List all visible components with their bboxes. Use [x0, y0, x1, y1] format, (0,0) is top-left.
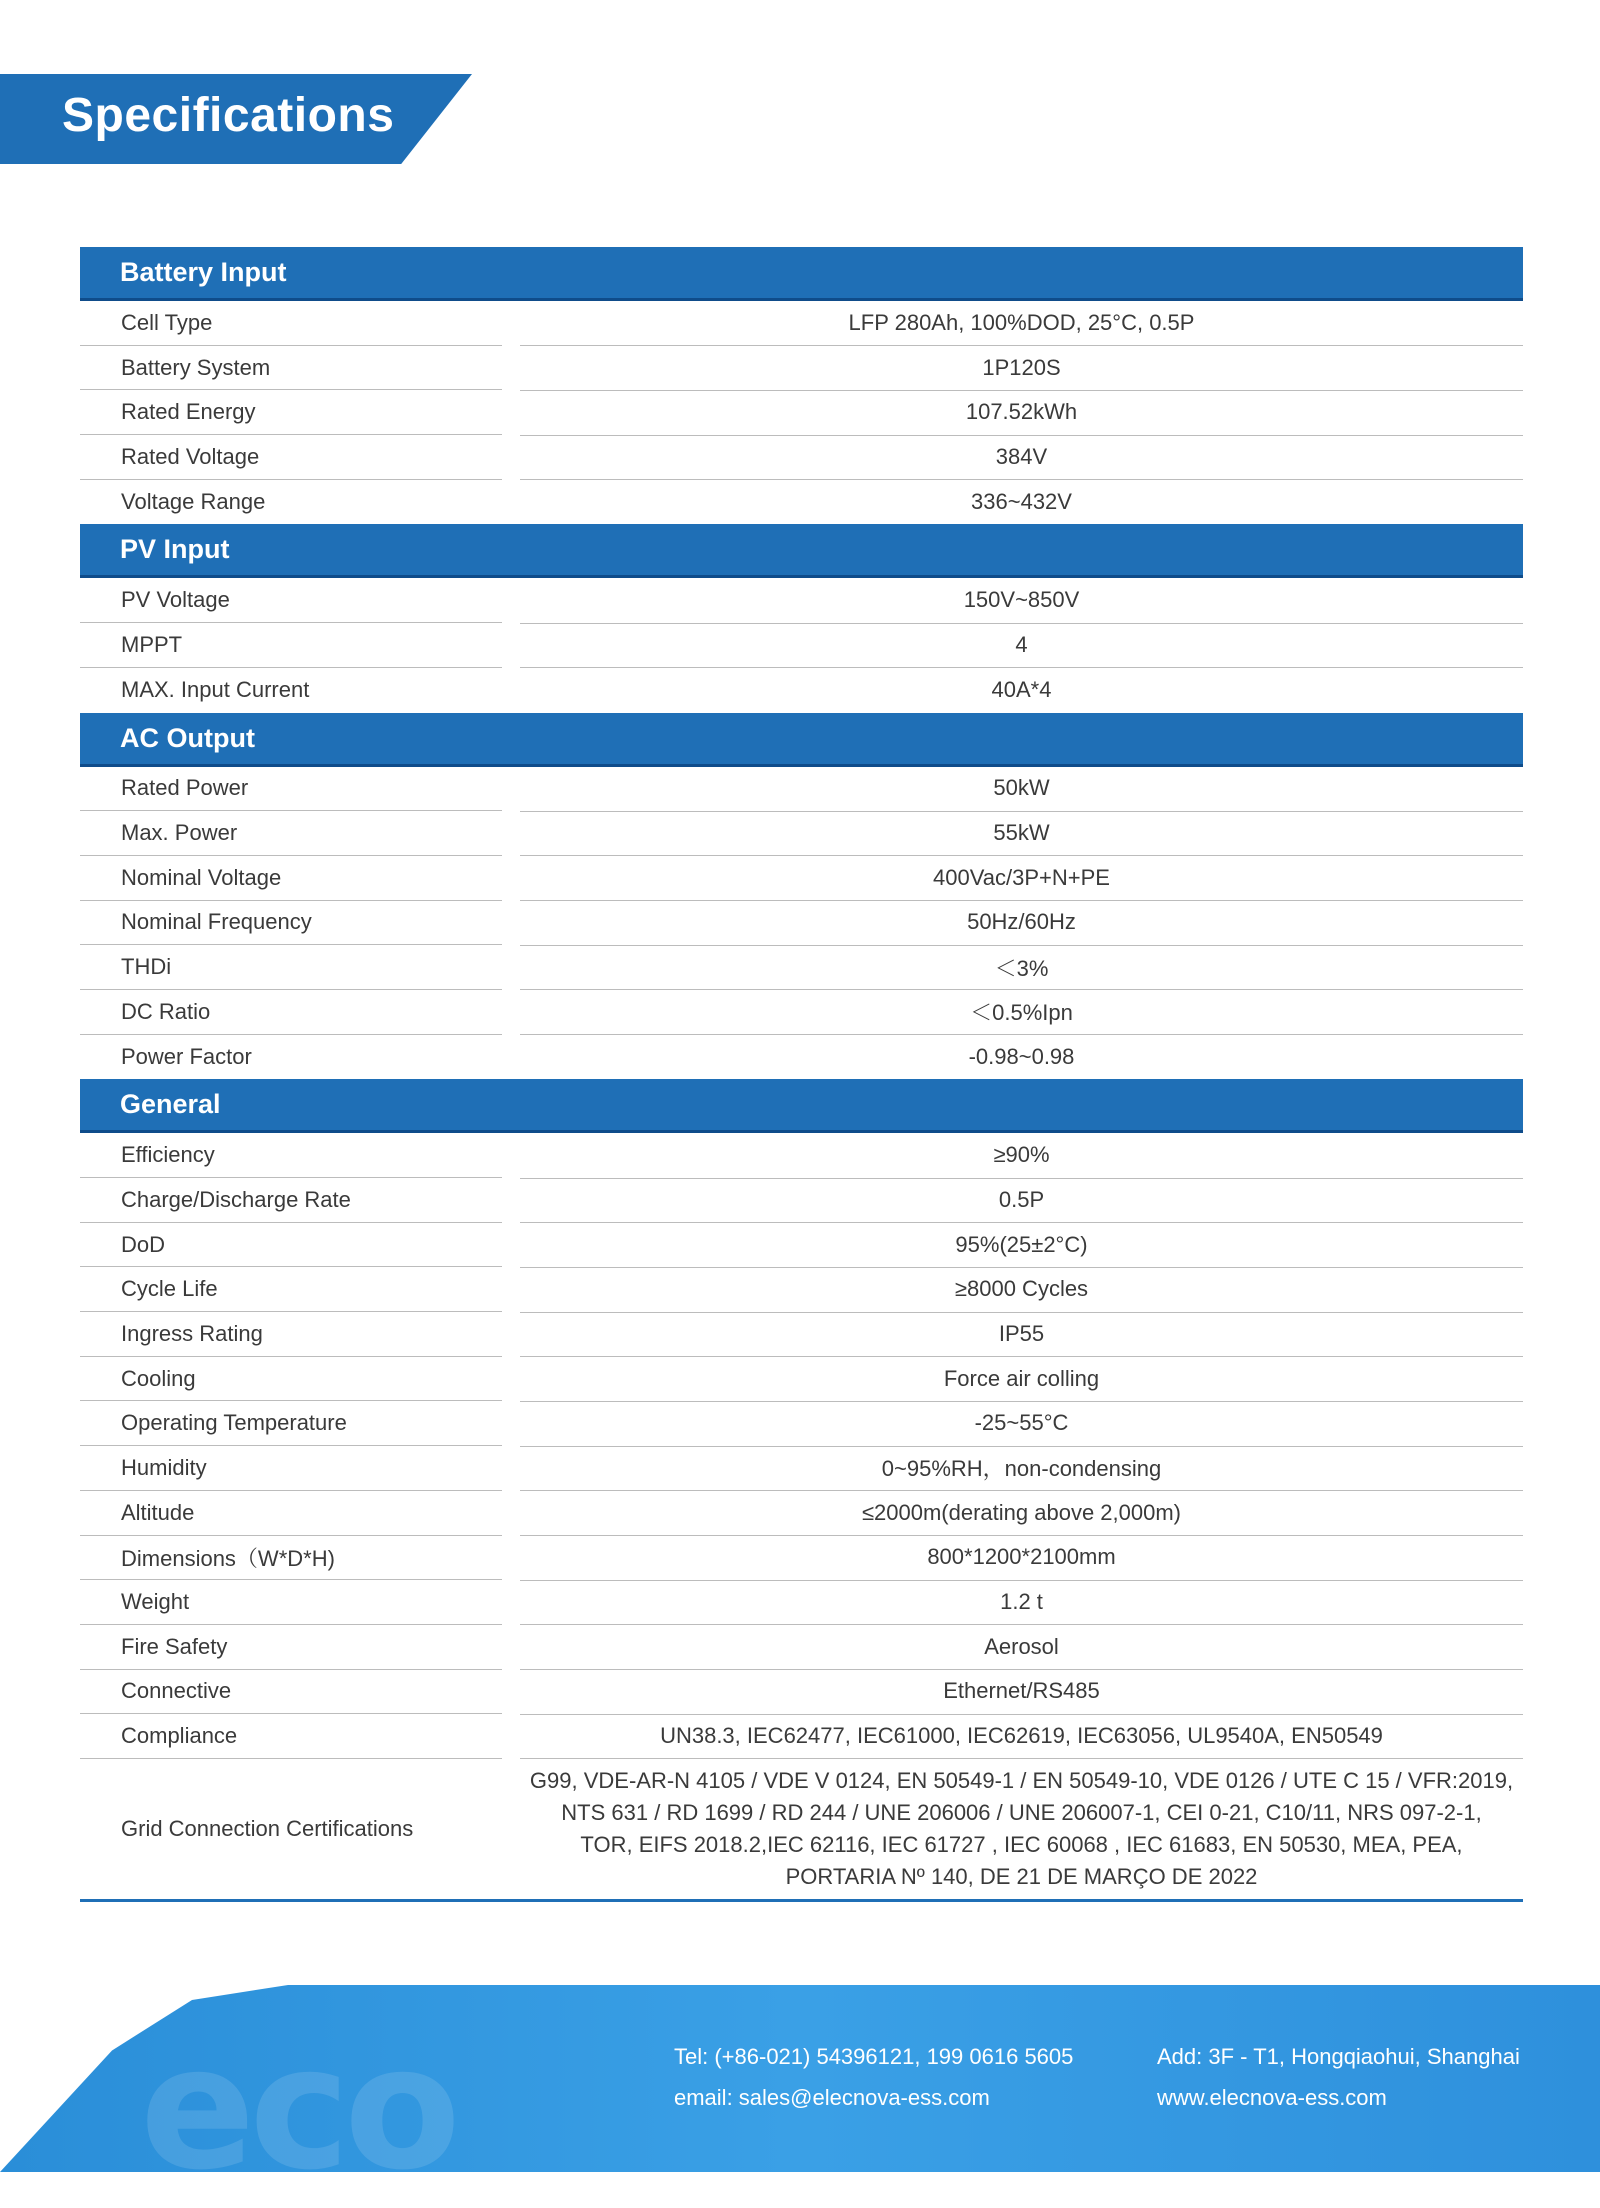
spec-row	[80, 1491, 1523, 1536]
spec-row	[80, 1133, 1523, 1178]
spec-value: Ethernet/RS485	[520, 1669, 1523, 1715]
spec-value: 800*1200*2100mm	[520, 1535, 1523, 1581]
spec-label: Compliance	[80, 1714, 502, 1759]
spec-label: Fire Safety	[80, 1625, 502, 1670]
spec-label: PV Voltage	[80, 578, 502, 623]
spec-label: Humidity	[80, 1446, 502, 1491]
spec-row	[80, 1714, 1523, 1759]
spec-label: Rated Energy	[80, 390, 502, 435]
spec-value: ≥8000 Cycles	[520, 1267, 1523, 1313]
spec-value: 0~95%RH，non-condensing	[520, 1446, 1523, 1492]
spec-value: -0.98~0.98	[968, 1043, 1075, 1069]
spec-row	[80, 1035, 1523, 1080]
spec-label: Rated Voltage	[80, 435, 502, 480]
spec-row	[80, 990, 1523, 1035]
spec-row	[80, 767, 1523, 812]
spec-row-certifications	[80, 1759, 1523, 1899]
spec-row	[80, 346, 1523, 391]
cert-line: NTS 631 / RD 1699 / RD 244 / UNE 206006 / UNE 206007-1, CEI 0-21, C10/11, NRS 097-2-1,	[561, 1799, 1482, 1825]
spec-value: 400Vac/3P+N+PE	[520, 855, 1523, 901]
spec-value: 1P120S	[520, 345, 1523, 391]
spec-row	[80, 578, 1523, 623]
spec-row	[80, 1625, 1523, 1670]
spec-value: 384V	[520, 435, 1523, 481]
spec-value: 95%(25±2°C)	[520, 1222, 1523, 1268]
spec-label: Battery System	[80, 346, 502, 391]
spec-value: IP55	[520, 1312, 1523, 1358]
spec-value: Force air colling	[520, 1356, 1523, 1402]
spec-value: ＜3%	[520, 945, 1523, 991]
spec-row	[80, 1536, 1523, 1581]
spec-label: Max. Power	[80, 811, 502, 856]
spec-row	[80, 901, 1523, 946]
spec-value: Aerosol	[520, 1624, 1523, 1670]
spec-row	[80, 1267, 1523, 1312]
spec-label: Efficiency	[80, 1133, 502, 1178]
spec-row	[80, 668, 1523, 713]
spec-value: -25~55°C	[520, 1401, 1523, 1447]
spec-label: Rated Power	[80, 767, 502, 812]
spec-row	[80, 811, 1523, 856]
eco-logo-watermark: eco	[140, 2010, 455, 2208]
spec-label: MAX. Input Current	[121, 677, 310, 703]
section-header: Battery Input	[80, 247, 1523, 301]
spec-label: Cycle Life	[80, 1267, 502, 1312]
page-title: Specifications	[62, 89, 395, 142]
spec-row	[80, 945, 1523, 990]
spec-row	[80, 623, 1523, 668]
spec-label: MPPT	[80, 623, 502, 668]
spec-value: 40A*4	[991, 677, 1052, 703]
spec-value: 107.52kWh	[520, 390, 1523, 436]
spec-value: LFP 280Ah, 100%DOD, 25°C, 0.5P	[520, 301, 1523, 347]
spec-label: Ingress Rating	[80, 1312, 502, 1357]
spec-row	[80, 1401, 1523, 1446]
spec-label: Cell Type	[80, 301, 502, 346]
spec-value	[520, 1759, 1523, 1899]
spec-row	[80, 1312, 1523, 1357]
spec-value: 55kW	[520, 811, 1523, 857]
spec-value: 336~432V	[971, 489, 1072, 515]
spec-label: DoD	[80, 1223, 502, 1268]
spec-label: Connective	[80, 1670, 502, 1715]
spec-row	[80, 1178, 1523, 1223]
spec-row	[80, 480, 1523, 525]
spec-value: 0.5P	[520, 1178, 1523, 1224]
spec-label: Operating Temperature	[80, 1401, 502, 1446]
cert-line: TOR, EIFS 2018.2,IEC 62116, IEC 61727 , IEC 60068 , IEC 61683, EN 50530, MEA, PEA,	[580, 1831, 1463, 1857]
spec-label: Nominal Voltage	[80, 856, 502, 901]
spec-value: 150V~850V	[520, 578, 1523, 624]
spec-table	[80, 247, 1523, 1902]
spec-label: Voltage Range	[121, 489, 266, 515]
spec-value: 50Hz/60Hz	[520, 900, 1523, 946]
section-header: PV Input	[80, 524, 1523, 578]
spec-row	[80, 1580, 1523, 1625]
spec-label: Power Factor	[121, 1043, 252, 1069]
spec-label: Grid Connection Certifications	[121, 1815, 414, 1841]
spec-value: 4	[520, 623, 1523, 669]
spec-row	[80, 1223, 1523, 1268]
cert-line: G99, VDE-AR-N 4105 / VDE V 0124, EN 50549-1 / EN 50549-10, VDE 0126 / UTE C 15 / VFR:2019,	[529, 1767, 1514, 1793]
spec-label: DC Ratio	[80, 990, 502, 1035]
spec-row	[80, 1670, 1523, 1715]
spec-value: 50kW	[520, 766, 1523, 812]
spec-label: Nominal Frequency	[80, 901, 502, 946]
footer-website[interactable]: www.elecnova-ess.com	[1157, 2085, 1387, 2110]
spec-label: THDi	[80, 945, 502, 990]
table-end-rule	[80, 1899, 1523, 1902]
spec-row	[80, 390, 1523, 435]
cert-line: PORTARIA Nº 140, DE 21 DE MARÇO DE 2022	[785, 1863, 1258, 1889]
spec-label: Cooling	[80, 1357, 502, 1402]
spec-value: ≥90%	[520, 1133, 1523, 1179]
footer-tel: Tel: (+86-021) 54396121, 199 0616 5605	[674, 2044, 1074, 2069]
spec-label: Charge/Discharge Rate	[80, 1178, 502, 1223]
spec-row	[80, 435, 1523, 480]
footer-email[interactable]: email: sales@elecnova-ess.com	[674, 2085, 990, 2110]
spec-label: Weight	[80, 1580, 502, 1625]
spec-row	[80, 856, 1523, 901]
spec-row	[80, 1446, 1523, 1491]
spec-value: ≤2000m(derating above 2,000m)	[520, 1490, 1523, 1536]
spec-value: UN38.3, IEC62477, IEC61000, IEC62619, IEC63056, UL9540A, EN50549	[520, 1714, 1523, 1760]
spec-label: Dimensions（W*D*H)	[80, 1536, 502, 1581]
footer-address: Add: 3F - T1, Hongqiaohui, Shanghai	[1157, 2044, 1520, 2069]
section-header: General	[80, 1079, 1523, 1133]
section-header: AC Output	[80, 713, 1523, 767]
spec-value: 1.2 t	[520, 1580, 1523, 1626]
spec-row	[80, 1357, 1523, 1402]
spec-label: Altitude	[80, 1491, 502, 1536]
spec-row	[80, 301, 1523, 346]
spec-value: ＜0.5%Ipn	[520, 989, 1523, 1035]
